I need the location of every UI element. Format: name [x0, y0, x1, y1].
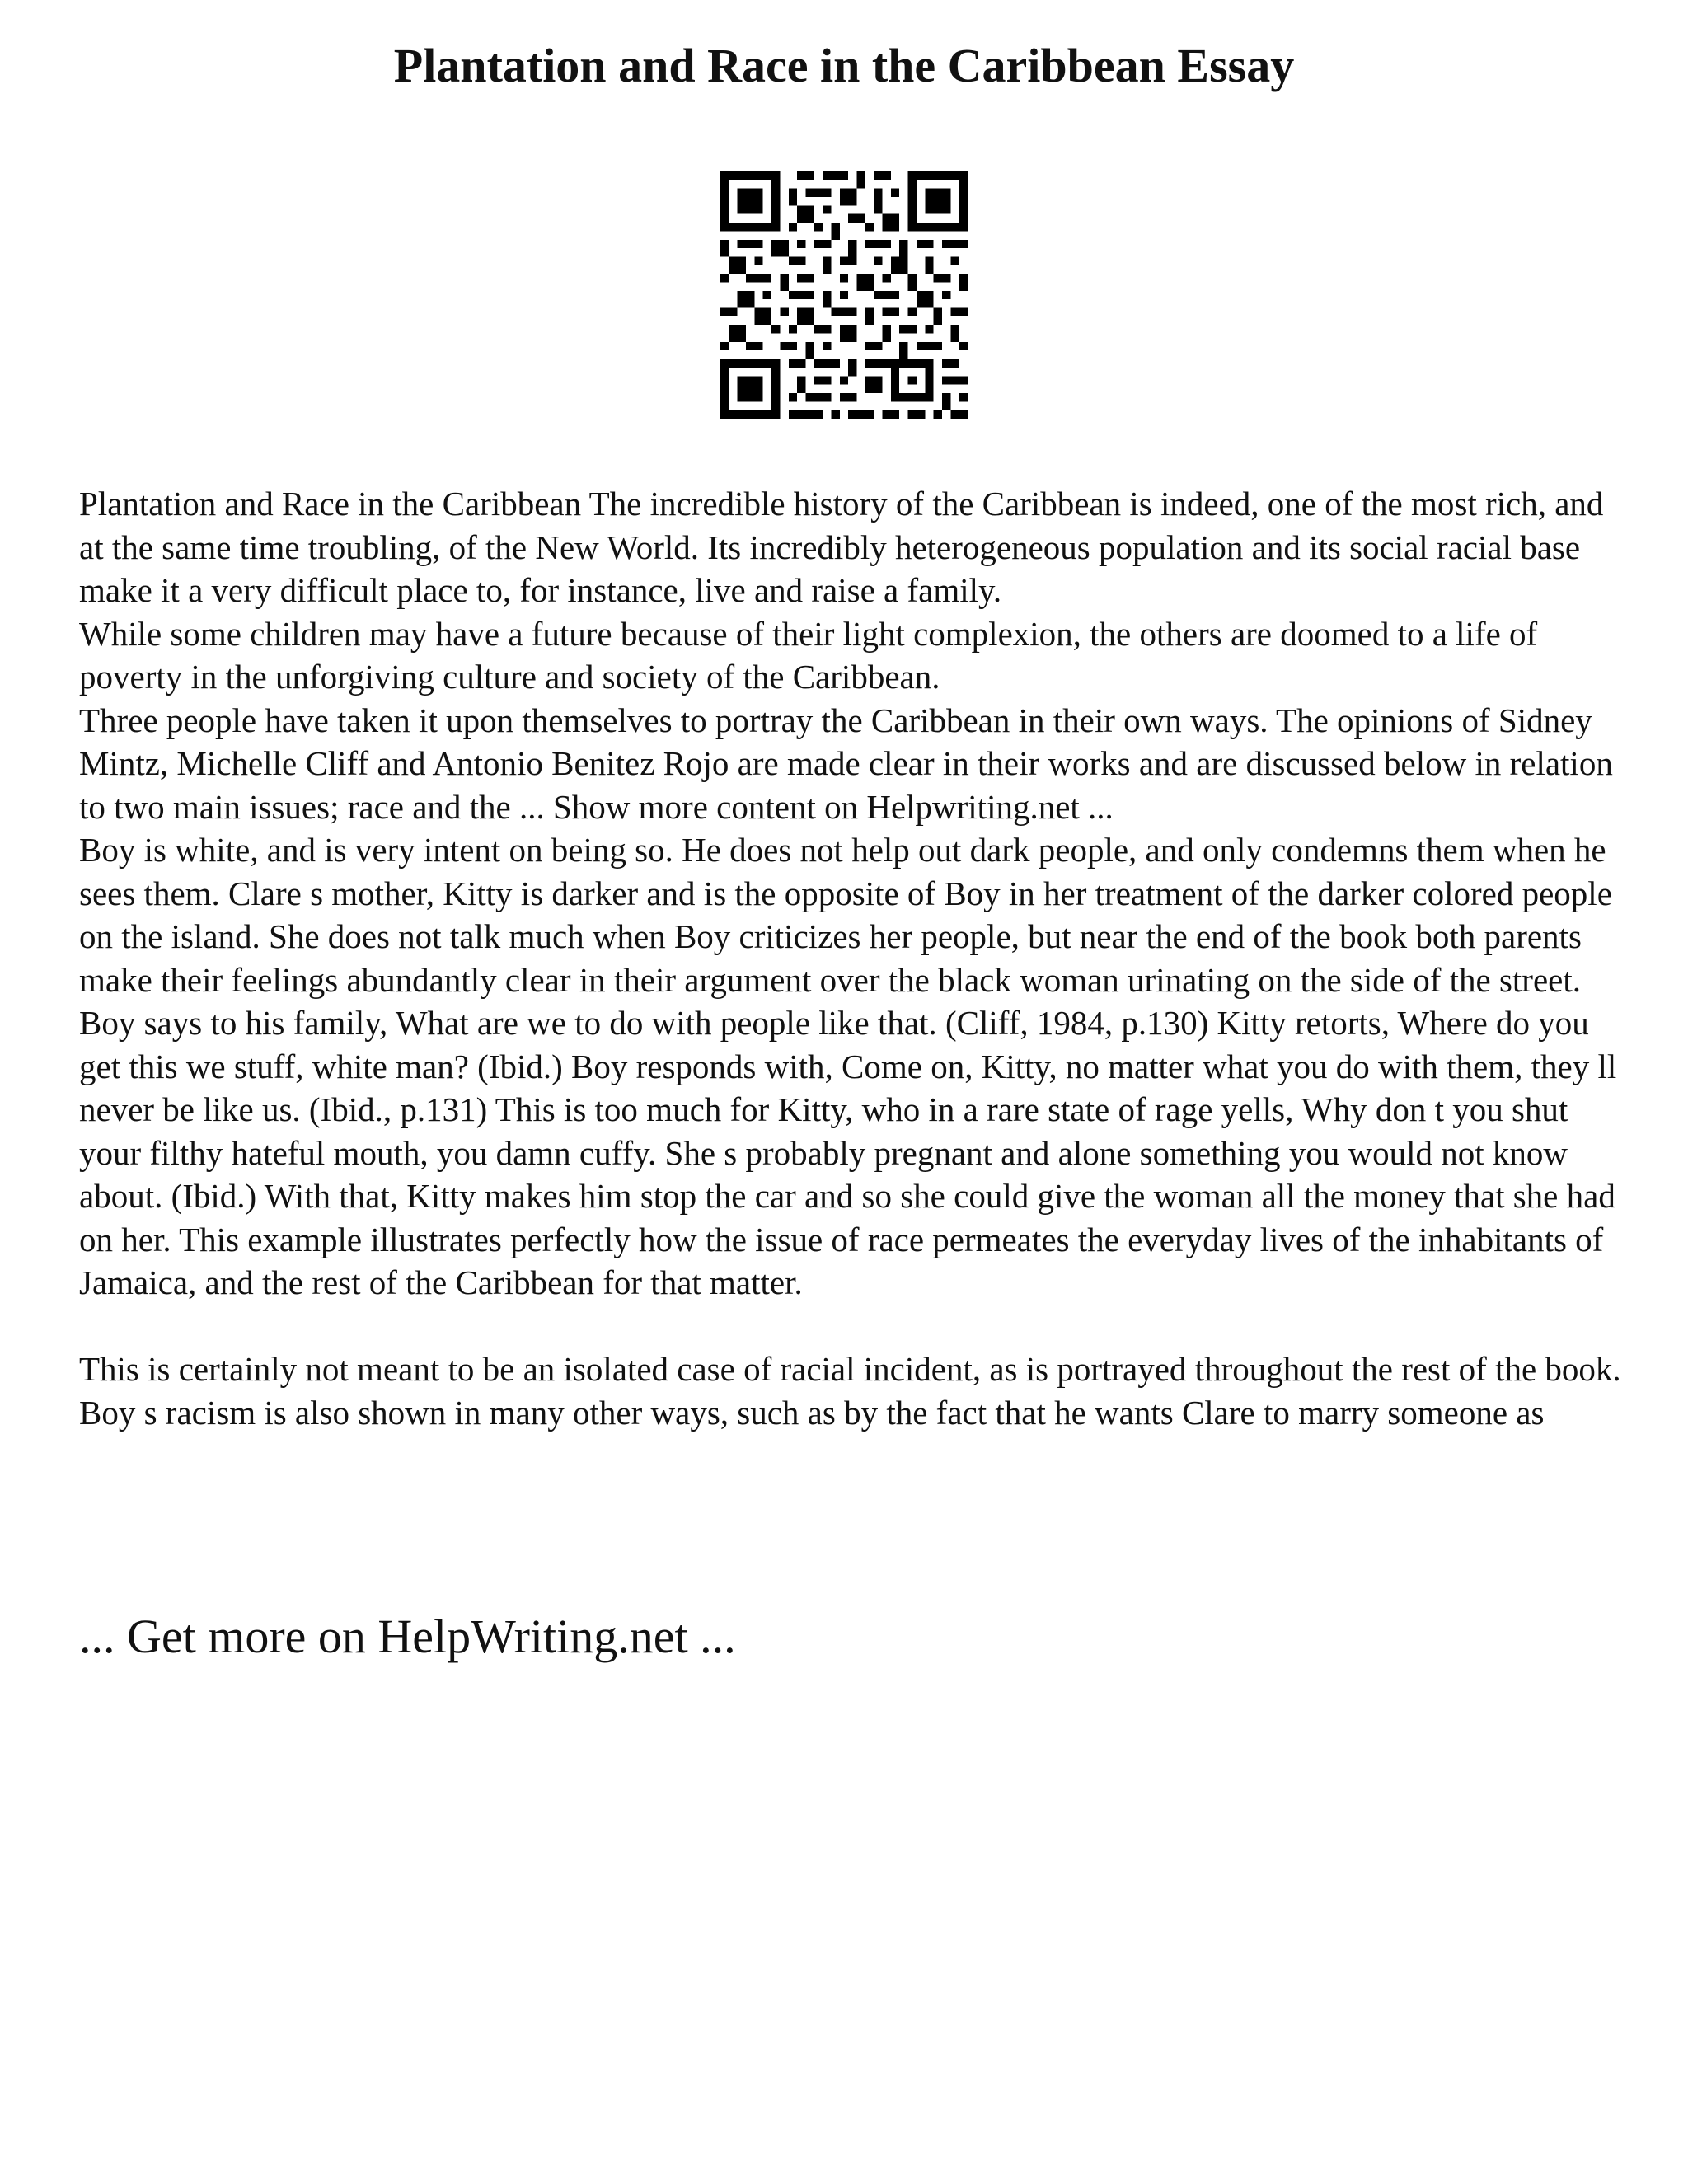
qr-code-icon — [720, 171, 968, 419]
essay-paragraph-2: While some children may have a future because of their light complexion, the others are doomed to a life of poverty in the unforgiving culture and society of the Caribbean. — [79, 614, 1538, 696]
essay-paragraph-4: Boy is white, and is very intent on being so. He does not help out dark people, and only condemns them when he sees them. Clare s mother, Kitty is darker and is the opposite of Boy in her treatment of the darker colored people on the island. She does not talk much when Boy criticizes her people, but near the end of the book both parents make their feelings abundantly clear in their argument over the black woman urinating on the side of the street. Boy says to his family, What are we to do with people like that. (Cliff, 1984, p.130) Kitty retorts, Where do you get this we stuff, white man? (Ibid.) Boy responds with, Come on, Kitty, no matter what you do with them, they ll never be like us. (Ibid., p.131) This is too much for Kitty, who in a rare state of rage yells, Why don t you shut your filthy hateful mouth, you damn cuffy. She s probably pregnant and alone something you would not know about. (Ibid.) With that, Kitty makes him stop the car and so she could give the woman all the money that she had on her. This example illustrates perfectly how the issue of race permeates the everyday lives of the inhabitants of Jamaica, and the rest of the Caribbean for that matter. — [79, 831, 1617, 1301]
paragraph-spacer — [79, 1305, 1629, 1348]
essay-paragraph-1: Plantation and Race in the Caribbean The incredible history of the Caribbean is indeed, one of the most rich, and at the same time troubling, of the New World. Its incredibly heterogeneous population and its social racial base make it a very difficult place to, for instance, live and raise a family. — [79, 485, 1604, 609]
get-more-link[interactable]: ... Get more on HelpWriting.net ... — [79, 1610, 736, 1663]
essay-body — [79, 482, 1629, 1434]
essay-paragraph-3: Three people have taken it upon themselves to portray the Caribbean in their own ways. The opinions of Sidney Mintz, Michelle Cliff and Antonio Benitez Rojo are made clear in their works and are discussed below in relation to two main issues; race and the ... Show more content on Helpwriting.net ... — [79, 701, 1613, 826]
essay-paragraph-5: This is certainly not meant to be an isolated case of racial incident, as is portrayed throughout the rest of the book. Boy s racism is also shown in many other ways, such as by the fact that he wants Clare to marry someone as — [79, 1350, 1621, 1432]
document-title: Plantation and Race in the Caribbean Essay — [393, 39, 1295, 92]
